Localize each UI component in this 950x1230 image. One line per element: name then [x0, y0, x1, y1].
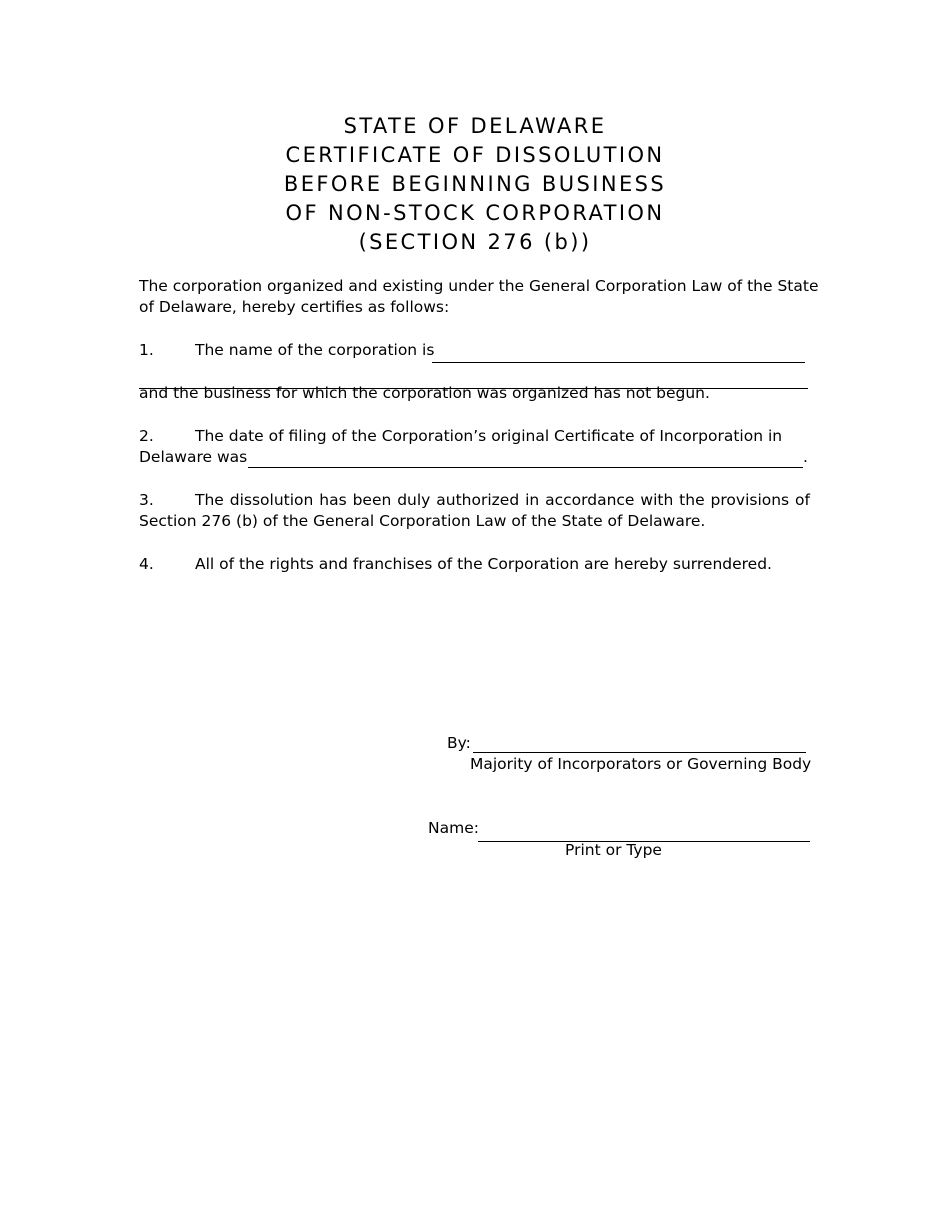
item-2-text: The date of filing of the Corporation’s original Certificate of Incorporation in: [195, 427, 783, 445]
title-line-non-stock: OF NON-STOCK CORPORATION: [285, 201, 665, 225]
item-2-continuation: Delaware was: [139, 448, 248, 466]
corporation-name-field[interactable]: [432, 362, 805, 363]
title-line-section: (SECTION 276 (b)): [358, 230, 592, 254]
intro-line-2: of Delaware, hereby certifies as follows:: [139, 298, 450, 316]
by-caption: Majority of Incorporators or Governing Body: [470, 755, 812, 773]
item-3-number: 3.: [139, 491, 154, 509]
by-label: By:: [447, 734, 471, 752]
document-title: [0, 112, 950, 257]
name-label: Name:: [428, 819, 479, 837]
signature-field[interactable]: [473, 752, 806, 753]
title-line-before-business: BEFORE BEGINNING BUSINESS: [283, 172, 667, 196]
item-1-number: 1.: [139, 341, 154, 359]
item-1-continuation: and the business for which the corporation was organized has not begun.: [139, 384, 710, 402]
title-line-state: STATE OF DELAWARE: [343, 114, 607, 138]
incorporation-date-field[interactable]: [248, 467, 803, 468]
item-3-text: The dissolution has been duly authorized in accordance with the provisions of: [195, 491, 810, 509]
item-3-continuation: Section 276 (b) of the General Corporation Law of the State of Delaware.: [139, 512, 706, 530]
item-4-number: 4.: [139, 555, 154, 573]
item-1-text: The name of the corporation is: [195, 341, 435, 359]
item-2-number: 2.: [139, 427, 154, 445]
name-caption: Print or Type: [565, 841, 662, 859]
item-2-period: .: [803, 448, 808, 466]
item-4-text: All of the rights and franchises of the Corporation are hereby surrendered.: [195, 555, 772, 573]
intro-line-1: The corporation organized and existing under the General Corporation Law of the State: [139, 277, 819, 295]
title-line-certificate: CERTIFICATE OF DISSOLUTION: [285, 143, 665, 167]
